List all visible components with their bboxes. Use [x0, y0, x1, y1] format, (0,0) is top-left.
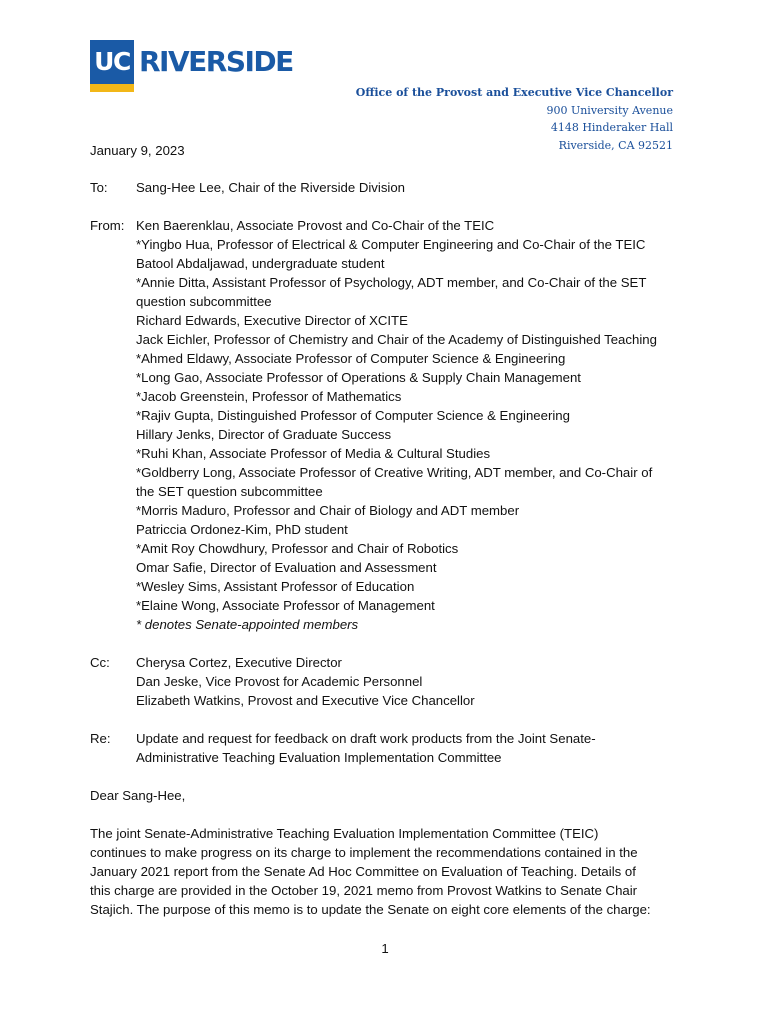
from-line: *Amit Roy Chowdhury, Professor and Chair of Robotics [136, 541, 459, 556]
from-line: *Jacob Greenstein, Professor of Mathematics [136, 389, 402, 404]
to-label: To: [90, 180, 108, 195]
body-line: January 2021 report from the Senate Ad Hoc Committee on Evaluation of Teaching. Details of [90, 864, 636, 879]
from-line: *Ahmed Eldawy, Associate Professor of Computer Science & Engineering [136, 351, 566, 366]
salutation: Dear Sang-Hee, [90, 788, 186, 803]
re-label: Re: [90, 731, 111, 746]
from-line: Jack Eichler, Professor of Chemistry and Chair of the Academy of Distinguished Teaching [136, 332, 657, 347]
to-recipient: Sang-Hee Lee, Chair of the Riverside Division [136, 180, 406, 195]
cc-line: Dan Jeske, Vice Provost for Academic Personnel [136, 674, 423, 689]
from-line: *Elaine Wong, Associate Professor of Management [136, 598, 435, 613]
re-field [90, 729, 690, 767]
senate-appointed-note: * denotes Senate-appointed members [136, 617, 359, 632]
logo-gold-bar [90, 84, 134, 92]
cc-label: Cc: [90, 655, 110, 670]
from-line: *Morris Maduro, Professor and Chair of Biology and ADT member [136, 503, 520, 518]
office-address-line: 900 University Avenue [546, 103, 673, 117]
from-line: *Ruhi Khan, Associate Professor of Media & Cultural Studies [136, 446, 491, 461]
body-line: Stajich. The purpose of this memo is to update the Senate on eight core elements of the charge: [90, 902, 651, 917]
office-name: Office of the Provost and Executive Vice Chancellor [355, 86, 673, 99]
from-line: *Wesley Sims, Assistant Professor of Education [136, 579, 415, 594]
from-line: Hillary Jenks, Director of Graduate Success [136, 427, 392, 442]
from-line: *Long Gao, Associate Professor of Operations & Supply Chain Management [136, 370, 581, 385]
from-line: Batool Abdaljawad, undergraduate student [136, 256, 385, 271]
from-field [90, 216, 690, 634]
memo-date: January 9, 2023 [90, 143, 185, 158]
memo-body [90, 141, 690, 919]
from-line: Patriccia Ordonez-Kim, PhD student [136, 522, 348, 537]
uc-riverside-logo [90, 40, 293, 94]
from-label: From: [90, 218, 125, 233]
from-line: *Annie Ditta, Assistant Professor of Psychology, ADT member, and Co-Chair of the SET [136, 275, 647, 290]
to-field [90, 178, 690, 197]
from-list [136, 216, 690, 634]
from-line: *Yingbo Hua, Professor of Electrical & Computer Engineering and Co-Chair of the TEIC [136, 237, 646, 252]
re-line: Administrative Teaching Evaluation Implementation Committee [136, 750, 502, 765]
from-line: Ken Baerenklau, Associate Provost and Co-Chair of the TEIC [136, 218, 495, 233]
re-subject [136, 729, 690, 767]
body-line: this charge are provided in the October 19, 2021 memo from Provost Watkins to Senate Chair [90, 883, 638, 898]
cc-list [136, 653, 690, 710]
cc-line: Elizabeth Watkins, Provost and Executive Vice Chancellor [136, 693, 475, 708]
cc-line: Cherysa Cortez, Executive Director [136, 655, 342, 670]
page-number: 1 [381, 941, 389, 956]
from-line: Omar Safie, Director of Evaluation and Assessment [136, 560, 437, 575]
body-line: continues to make progress on its charge to implement the recommendations contained in the [90, 845, 638, 860]
from-line: *Rajiv Gupta, Distinguished Professor of Computer Science & Engineering [136, 408, 570, 423]
logo-wordmark: RIVERSIDE [139, 45, 293, 78]
re-line: Update and request for feedback on draft work products from the Joint Senate- [136, 731, 596, 746]
office-address-line: Riverside, CA 92521 [558, 138, 673, 152]
from-line: *Goldberry Long, Associate Professor of Creative Writing, ADT member, and Co-Chair of [136, 465, 653, 480]
cc-field [90, 653, 690, 710]
body-paragraph [90, 824, 690, 919]
office-address-line: 4148 Hinderaker Hall [550, 121, 673, 134]
from-line: question subcommittee [136, 294, 272, 309]
body-line: The joint Senate-Administrative Teaching Evaluation Implementation Committee (TEIC) [90, 826, 599, 841]
from-line: the SET question subcommittee [136, 484, 323, 499]
from-line: Richard Edwards, Executive Director of XCITE [136, 313, 408, 328]
uc-logo-mark: UC [90, 40, 134, 84]
